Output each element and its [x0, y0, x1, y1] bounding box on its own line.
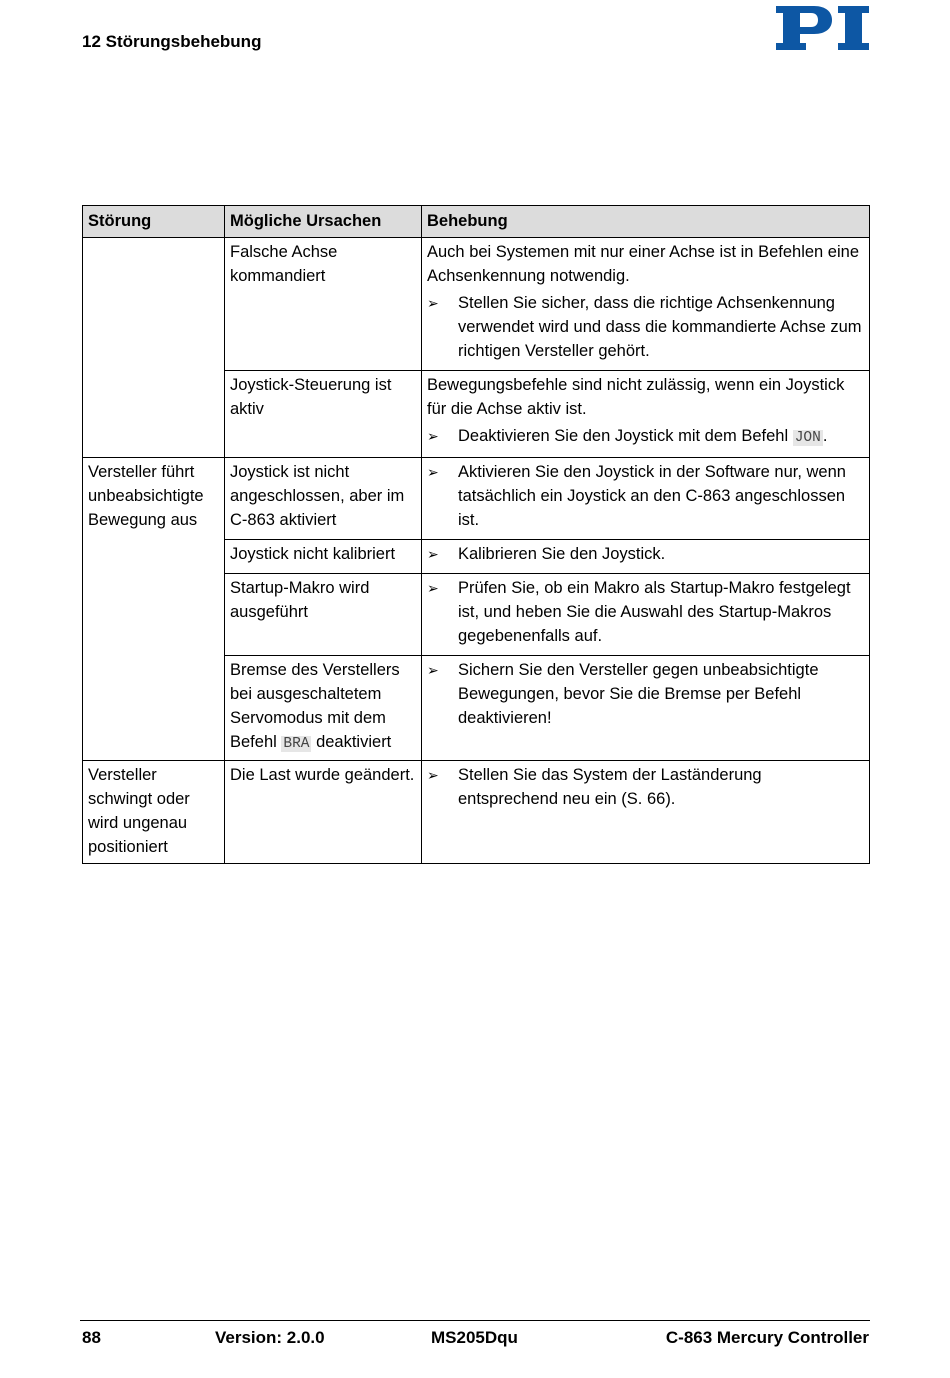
- remedy-bullet: [427, 658, 864, 730]
- cause-text-suffix: deaktiviert: [311, 733, 392, 751]
- remedy-bullet: [427, 542, 864, 566]
- remedy-bullet-text: Sichern Sie den Versteller gegen unbeabsichtigte Bewegungen, bevor Sie die Bremse per Befehl deaktivieren!: [458, 661, 819, 727]
- arrow-bullet-icon: ➢: [427, 428, 439, 444]
- table-row: [83, 238, 870, 371]
- footer-version: Version: 2.0.0: [215, 1328, 325, 1347]
- remedy-cell: [422, 238, 870, 371]
- table-row: [83, 761, 870, 864]
- command-code: BRA: [283, 736, 310, 752]
- column-header-problem: Störung: [83, 206, 225, 238]
- cause-text: Bremse des Verstellers bei ausgeschaltetem Servomodus mit dem Befehl: [230, 661, 400, 751]
- cause-cell: [225, 656, 422, 761]
- remedy-bullet-text: Aktivieren Sie den Joystick in der Software nur, wenn tatsächlich ein Joystick an den C-863 angeschlossen ist.: [458, 463, 846, 529]
- problem-cell: [83, 238, 225, 458]
- remedy-cell: [422, 761, 870, 864]
- arrow-bullet-icon: ➢: [427, 580, 439, 596]
- remedy-bullet-text: Kalibrieren Sie den Joystick.: [458, 545, 666, 563]
- remedy-cell: [422, 540, 870, 574]
- remedy-bullet: [427, 460, 864, 532]
- remedy-intro: Bewegungsbefehle sind nicht zulässig, wenn ein Joystick für die Achse aktiv ist.: [427, 376, 845, 418]
- arrow-bullet-icon: ➢: [427, 662, 439, 678]
- cause-cell: Joystick nicht kalibriert: [225, 540, 422, 574]
- arrow-bullet-icon: ➢: [427, 546, 439, 562]
- remedy-bullet-text: Deaktivieren Sie den Joystick mit dem Befehl: [458, 427, 793, 445]
- command-code: JON: [794, 430, 821, 446]
- troubleshooting-table: [82, 205, 870, 864]
- remedy-cell: [422, 371, 870, 458]
- remedy-cell: [422, 656, 870, 761]
- arrow-bullet-icon: ➢: [427, 295, 439, 311]
- remedy-cell: [422, 458, 870, 540]
- remedy-cell: [422, 574, 870, 656]
- footer-product: C-863 Mercury Controller: [665, 1328, 869, 1347]
- arrow-bullet-icon: ➢: [427, 767, 439, 783]
- cause-cell: Startup-Makro wird ausgeführt: [225, 574, 422, 656]
- column-header-causes: Mögliche Ursachen: [225, 206, 422, 238]
- remedy-bullet-text: Stellen Sie sicher, dass die richtige Achsenkennung verwendet wird und dass die kommandierte Achse zum richtigen Versteller gehört.: [458, 294, 862, 360]
- table-header-row: [83, 206, 870, 238]
- arrow-bullet-icon: ➢: [427, 464, 439, 480]
- table-row: [83, 458, 870, 540]
- section-title: 12 Störungsbehebung: [82, 32, 262, 51]
- cause-cell: Joystick-Steuerung ist aktiv: [225, 371, 422, 458]
- cause-cell: Falsche Achse kommandiert: [225, 238, 422, 371]
- column-header-remedy: Behebung: [422, 206, 870, 238]
- remedy-bullet-text: Prüfen Sie, ob ein Makro als Startup-Makro festgelegt ist, und heben Sie die Auswahl des Startup-Makros gegebenenfalls auf.: [458, 579, 851, 645]
- page-number: 88: [82, 1328, 101, 1347]
- footer-divider: [80, 1320, 870, 1321]
- remedy-bullet: [427, 424, 864, 450]
- remedy-intro: Auch bei Systemen mit nur einer Achse ist in Befehlen eine Achsenkennung notwendig.: [427, 243, 859, 285]
- footer-doc-id: MS205Dqu: [431, 1328, 518, 1347]
- pi-logo-mark: [776, 6, 869, 50]
- problem-cell: Versteller führt unbeabsichtigte Bewegung aus: [83, 458, 225, 761]
- cause-cell: Joystick ist nicht angeschlossen, aber im C-863 aktiviert: [225, 458, 422, 540]
- cause-cell: Die Last wurde geändert.: [225, 761, 422, 864]
- remedy-bullet: [427, 291, 864, 363]
- pi-logo: [776, 6, 869, 50]
- remedy-bullet: [427, 576, 864, 648]
- remedy-bullet-suffix: .: [822, 427, 828, 445]
- problem-cell: Versteller schwingt oder wird ungenau positioniert: [83, 761, 225, 864]
- remedy-bullet-text: Stellen Sie das System der Laständerung entsprechend neu ein (S. 66).: [458, 766, 762, 808]
- remedy-bullet: [427, 763, 864, 811]
